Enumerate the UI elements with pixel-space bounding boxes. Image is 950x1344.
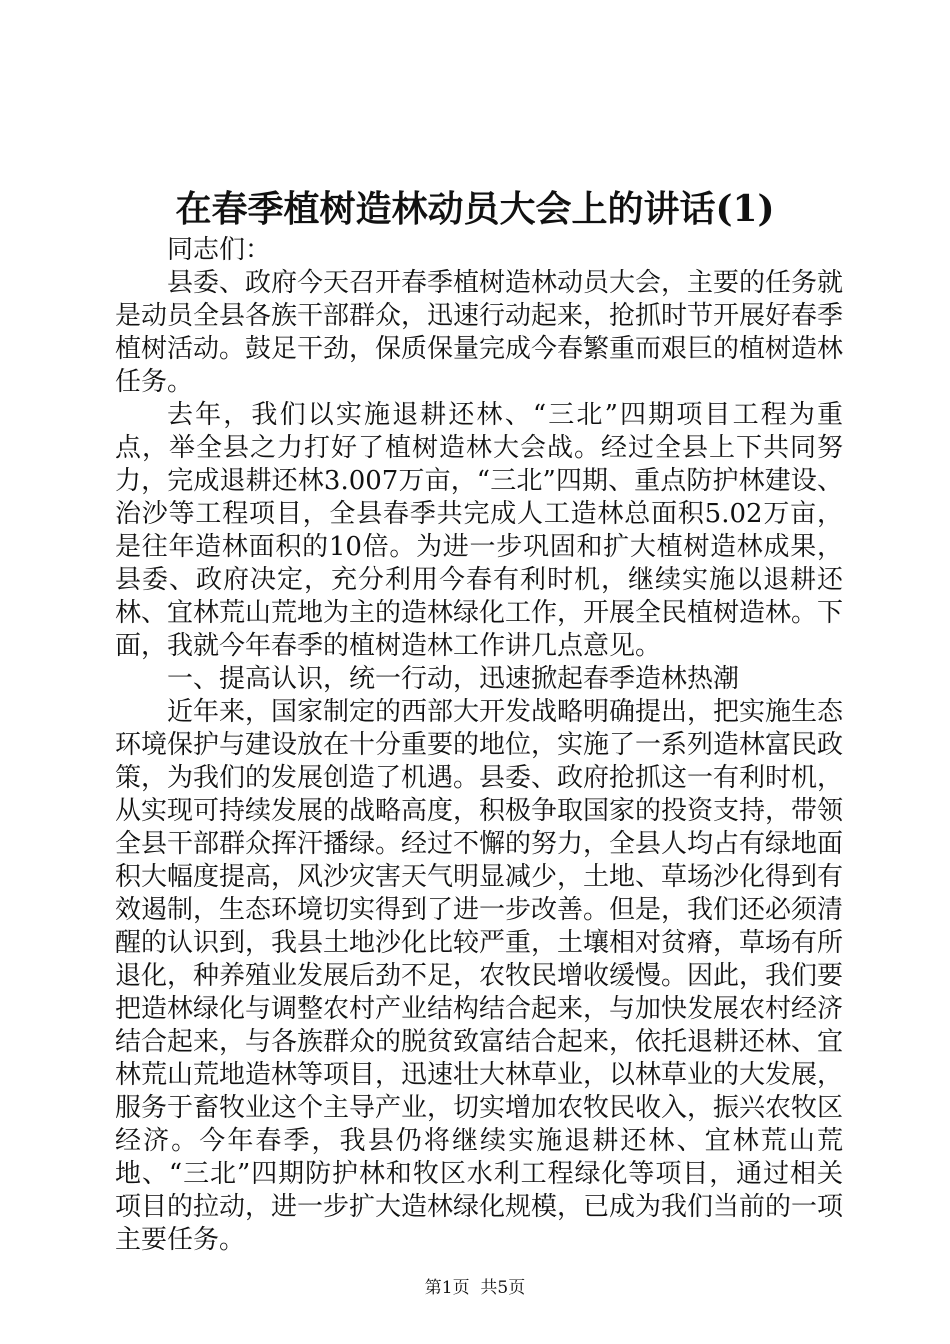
paragraph-last-year: 去年，我们以实施退耕还林、“三北”四期项目工程为重点，举全县之力打好了植树造林大会战。经过全县上下共同努力，完成退耕还林3.007万亩，“三北”四期、重点防护林建设、治沙等工程项目，全县春季共完成人工造林总面积5.02万亩，是往年造林面积的10倍。为进一步巩固和扩大植树造林成果，县委、政府决定，充分利用今春有利时机，继续实施以退耕还林、宜林荒山荒地为主的造林绿化工作，开展全民植树造林。下面，我就今年春季的植树造林工作讲几点意见。 <box>115 400 844 661</box>
paragraph-salutation: 同志们： <box>167 235 272 265</box>
paragraph-section-1: 近年来，国家制定的西部大开发战略明确提出，把实施生态环境保护与建设放在十分重要的地位，实施了一系列造林富民政策，为我们的发展创造了机遇。县委、政府抢抓这一有利时机，从实现可持续发展的战略高度，积极争取国家的投资支持，带领全县干部群众挥汗播绿。经过不懈的努力，全县人均占有绿地面积大幅度提高，风沙灾害天气明显减少，土地、草场沙化得到有效遏制，生态环境切实得到了进一步改善。但是，我们还必须清醒的认识到，我县土地沙化比较严重，土壤相对贫瘠，草场有所退化，种养殖业发展后劲不足，农牧民增收缓慢。因此，我们要把造林绿化与调整农村产业结构结合起来，与加快发展农村经济结合起来，与各族群众的脱贫致富结合起来，依托退耕还林、宜林荒山荒地造林等项目，迅速壮大林草业，以林草业的大发展，服务于畜牧业这个主导产业，切实增加农牧民收入，振兴农牧区经济。今年春季，我县仍将继续实施退耕还林、宜林荒山荒地、“三北”四期防护林和牧区水利工程绿化等项目，通过相关项目的拉动，进一步扩大造林绿化规模，已成为我们当前的一项主要任务。 <box>115 697 844 1255</box>
section-heading-1: 一、提高认识，统一行动，迅速掀起春季造林热潮 <box>167 664 740 694</box>
document-title: 在春季植树造林动员大会上的讲话(1) <box>175 188 775 230</box>
paragraph-intro: 县委、政府今天召开春季植树造林动员大会，主要的任务就是动员全县各族干部群众，迅速行动起来，抢抓时节开展好春季植树活动。鼓足干劲，保质保量完成今春繁重而艰巨的植树造林任务。 <box>115 268 844 397</box>
document-body <box>115 234 843 1257</box>
page-number: 第1页 <box>424 1278 470 1298</box>
footer-separator <box>470 1278 481 1298</box>
page-footer <box>0 1277 950 1299</box>
page-total: 共5页 <box>480 1278 526 1298</box>
